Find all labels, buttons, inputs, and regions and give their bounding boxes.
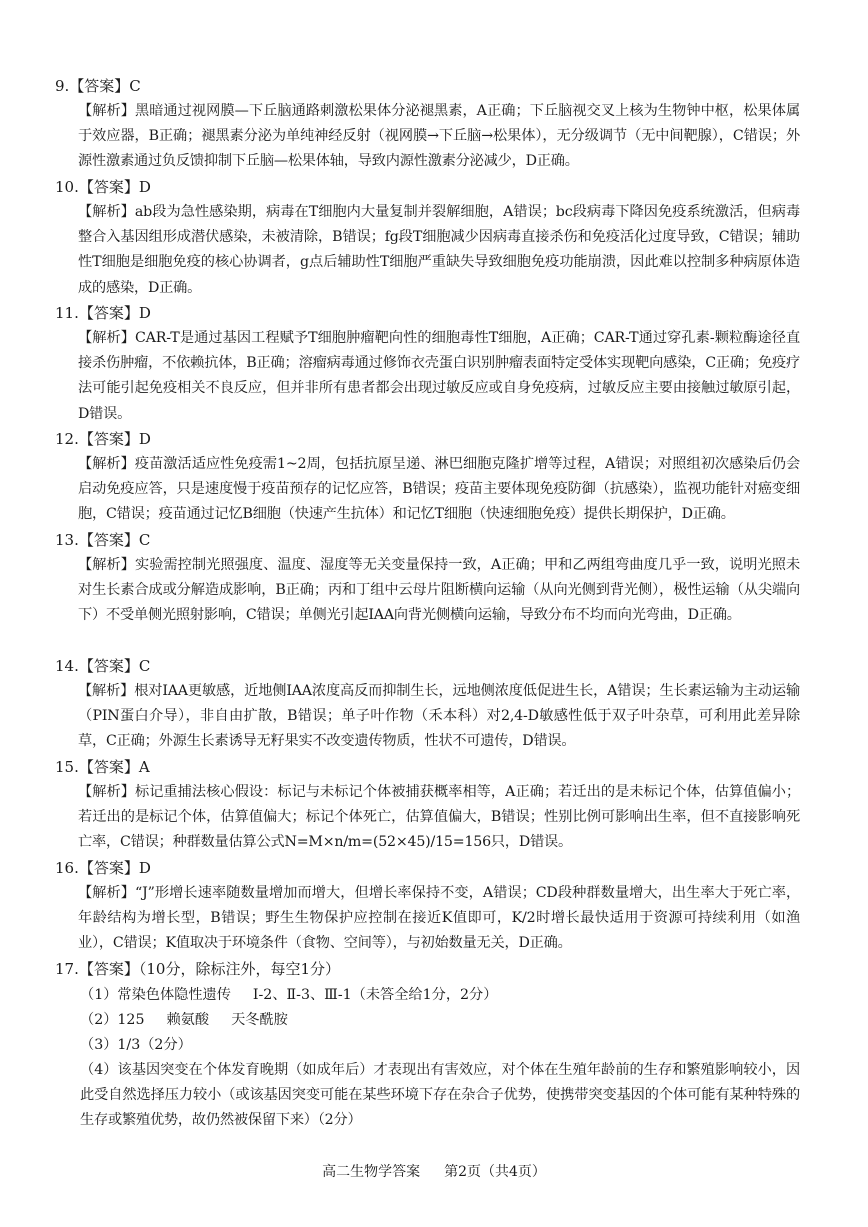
q13-explanation: 【解析】实验需控制光照强度、温度、湿度等无关变量保持一致，A正确；甲和乙两组弯曲度几乎一致，说明光照未对生长素合成或分解造成影响，B正确；丙和丁组中云母片阻断横向运输（从向光侧到背光侧），极性运输（从尖端向下）不受单侧光照射影响，C错误；单侧光引起IAA向背光侧横向运输，导致分布不均而向光弯曲，D正确。 <box>78 557 800 624</box>
q13-answer: 13.【答案】C <box>55 531 151 549</box>
q12-answer: 12.【答案】D <box>55 430 151 448</box>
q15-explanation: 【解析】标记重捕法核心假设：标记与未标记个体被捕获概率相等，A正确；若迁出的是未标记个体，估算值偏小；若迁出的是标记个体，估算值偏大；标记个体死亡，估算值偏大，B错误；性别比例可影响出生率，但不直接影响死亡率，C错误；种群数量估算公式N=M×n/m=(52×45)/15=156只，D错误。 <box>78 784 800 851</box>
q15-answer: 15.【答案】A <box>55 758 150 776</box>
q9-answer: 9.【答案】C <box>55 77 141 95</box>
q12-explanation: 【解析】疫苗激活适应性免疫需1~2周，包括抗原呈递、淋巴细胞克隆扩增等过程，A错误；对照组初次感染后仍会启动免疫应答，只是速度慢于疫苗预存的记忆应答，B错误；疫苗主要体现免疫防御（抗感染），监视功能针对癌变细胞，C错误；疫苗通过记忆B细胞（快速产生抗体）和记忆T细胞（快速细胞免疫）提供长期保护，D正确。 <box>78 456 800 523</box>
footer-page-number: 第2页（共4页） <box>444 1164 546 1180</box>
q9-explanation: 【解析】黑暗通过视网膜—下丘脑通路刺激松果体分泌褪黑素，A正确；下丘脑视交叉上核为生物钟中枢，松果体属于效应器，B正确；褪黑素分泌为单纯神经反射（视网膜→下丘脑→松果体），无分级调节（无中间靶腺），C错误；外源性激素通过负反馈抑制下丘脑—松果体轴，导致内源性激素分泌减少，D正确。 <box>78 103 800 170</box>
q11-explanation: 【解析】CAR-T是通过基因工程赋予T细胞肿瘤靶向性的细胞毒性T细胞，A正确；CAR-T通过穿孔素-颗粒酶途径直接杀伤肿瘤，不依赖抗体，B正确；溶瘤病毒通过修饰衣壳蛋白识别肿瘤表面特定受体实现靶向感染，C正确；免疫疗法可能引起免疫相关不良反应，但并非所有患者都会出现过敏反应或自身免疫病，过敏反应主要由接触过敏原引起，D错误。 <box>78 330 800 422</box>
q16-answer: 16.【答案】D <box>55 859 151 877</box>
q10-answer: 10.【答案】D <box>55 178 151 196</box>
q17-part2-answer-a: （2）125 <box>80 1012 145 1028</box>
footer-title: 高二生物学答案 <box>322 1164 421 1180</box>
q17-answer: 17.【答案】（10分，除标注外，每空1分） <box>55 960 340 978</box>
q10-explanation: 【解析】ab段为急性感染期，病毒在T细胞内大量复制并裂解细胞，A错误；bc段病毒下降因免疫系统激活，但病毒整合入基因组形成潜伏感染，未被清除，B错误；fg段T细胞减少因病毒直接杀伤和免疫活化过度导致，C错误；辅助性T细胞是细胞免疫的核心协调者，g点后辅助性T细胞严重缺失导致细胞免疫功能崩溃，因此难以控制多种病原体造成的感染，D正确。 <box>78 204 800 296</box>
q17-part2-answer-b: 赖氨酸 <box>166 1012 210 1028</box>
q14-explanation: 【解析】根对IAA更敏感，近地侧IAA浓度高反而抑制生长，远地侧浓度低促进生长，A错误；生长素运输为主动运输（PIN蛋白介导），非自由扩散，B错误；单子叶作物（禾本科）对2,4-D敏感性低于双子叶杂草，可利用此差异除草，C正确；外源生长素诱导无籽果实不改变遗传物质，性状不可遗传，D错误。 <box>78 683 800 750</box>
q17-part2-answer-c: 天冬酰胺 <box>231 1012 288 1028</box>
q17-part4: （4）该基因突变在个体发育晚期（如成年后）才表现出有害效应，对个体在生殖年龄前的生存和繁殖影响较小，因此受自然选择压力较小（或该基因突变可能在某些环境下存在杂合子优势，使携带突变基因的个体可能有某种特殊的生存或繁殖优势，故仍然被保留下来）（2分） <box>80 1062 800 1129</box>
q17-part1-answer-a: （1）常染色体隐性遗传 <box>80 987 231 1003</box>
page-footer <box>0 1162 868 1182</box>
q14-answer: 14.【答案】C <box>55 657 151 675</box>
q16-explanation: 【解析】“J”形增长速率随数量增加而增大，但增长率保持不变，A错误；CD段种群数量增大，出生率大于死亡率，年龄结构为增长型，B错误；野生生物保护应控制在接近K值即可，K/2时增长最快适用于资源可持续利用（如渔业），C错误；K值取决于环境条件（食物、空间等），与初始数量无关，D正确。 <box>78 885 800 952</box>
q17-part2 <box>80 1008 288 1033</box>
q11-answer: 11.【答案】D <box>55 304 151 322</box>
q17-part3: （3）1/3（2分） <box>80 1037 192 1053</box>
q17-part1 <box>80 983 497 1008</box>
q17-part1-answer-b: Ⅰ-2、Ⅱ-3、Ⅲ-1（未答全给1分，2分） <box>252 987 498 1003</box>
